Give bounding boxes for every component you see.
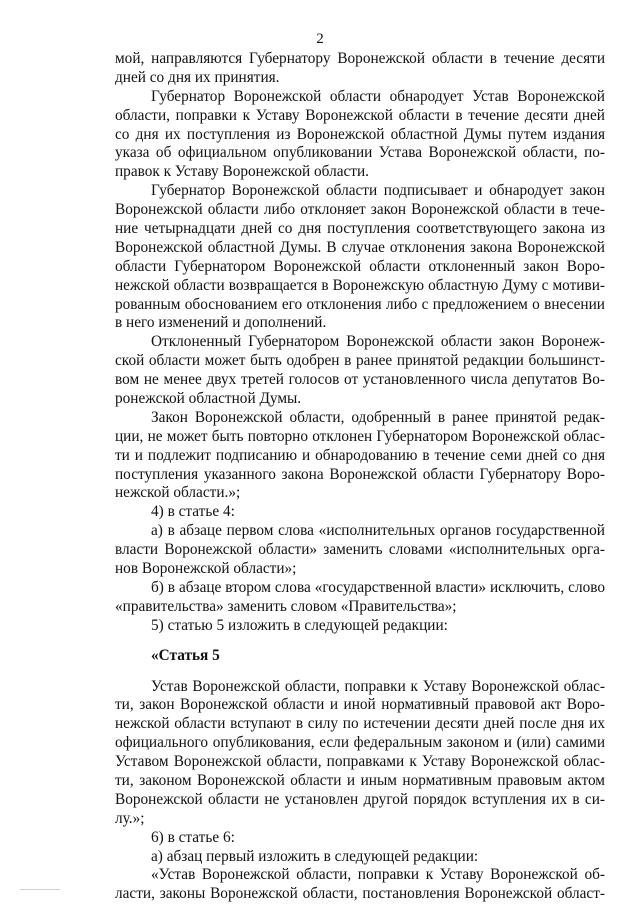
text-line: области, поправки к Уставу Воронежской области в течение десяти дней xyxy=(115,106,605,124)
text-line: Уставом Воронежской области, поправками к Уставу Воронежской облас- xyxy=(115,753,605,771)
text-line: 4) в статье 4: xyxy=(151,503,235,521)
text-line: нежской области.»; xyxy=(115,484,241,502)
text-line: нежской области вступают в силу по истечении десяти дней после дня их xyxy=(115,715,605,733)
text-line: лу.»; xyxy=(115,809,145,827)
text-line: Губернатор Воронежской области обнародует Устав Воронежской xyxy=(151,87,605,105)
text-line: 5) статью 5 изложить в следующей редакции: xyxy=(151,616,448,634)
paragraph xyxy=(115,88,605,182)
text-line: ти, законом Воронежской области и иным нормативным правовым актом xyxy=(115,771,605,789)
paragraph xyxy=(115,866,605,904)
text-line: официального опубликования, если федеральным законом и (или) самими xyxy=(115,734,605,752)
text-line: рованным обоснованием его отклонения либо с предложением о внесении xyxy=(115,295,605,313)
text-line: ронежской областной Думы. xyxy=(115,390,302,408)
paragraph xyxy=(115,579,605,617)
text-line: Воронежской областной Думы. В случае отклонения закона Воронежской xyxy=(115,238,605,256)
text-line: области Губернатором Воронежской области отклоненный закон Воро- xyxy=(115,257,605,275)
paragraph xyxy=(115,503,605,522)
text-line: власти Воронежской области» заменить словами «исполнительных орга- xyxy=(115,541,605,559)
text-line: вом не менее двух третей голосов от установленного числа депутатов Во- xyxy=(115,371,605,389)
paragraph xyxy=(115,333,605,409)
text-line: мой, направляются Губернатору Воронежской области в течение десяти xyxy=(115,50,605,67)
text-line: дней со дня их принятия. xyxy=(115,68,280,86)
paragraph xyxy=(115,522,605,579)
text-line: ние четырнадцати дней со дня поступления соответствующего закона из xyxy=(115,220,605,238)
text-line: указа об официальном опубликовании Устава Воронежской области, по- xyxy=(115,144,605,162)
text-line: «правительства» заменить словом «Правительства»; xyxy=(115,597,457,615)
paragraph xyxy=(115,848,605,867)
text-line: ти и подлежит подписанию и обнародованию в течение семи дней со дня xyxy=(115,446,605,464)
text-line: правок к Уставу Воронежской области. xyxy=(115,163,369,181)
text-line: ской области может быть одобрен в ранее принятой редакции большинст- xyxy=(115,352,605,370)
paragraph xyxy=(115,678,605,829)
text-line: б) в абзаце втором слова «государственной власти» исключить, слово xyxy=(151,578,605,596)
text-line: поступления указанного закона Воронежской области Губернатору Воро- xyxy=(115,465,605,483)
text-line: ти, закон Воронежской области и иной нормативный правовой акт Воро- xyxy=(115,696,605,714)
text-line: а) в абзаце первом слова «исполнительных органов государственной xyxy=(151,522,605,540)
paragraph xyxy=(115,50,605,88)
text-line: Устав Воронежской области, поправки к Уставу Воронежской облас- xyxy=(151,677,605,695)
text-line: Воронежской области не установлен другой порядок вступления их в си- xyxy=(115,790,605,808)
text-line: в него изменений и дополнений. xyxy=(115,314,327,332)
text-line: Отклоненный Губернатором Воронежской области закон Воронеж- xyxy=(151,333,605,351)
text-line: Губернатор Воронежской области подписывает и обнародует закон xyxy=(151,182,605,200)
text-line: ции, не может быть повторно отклонен Губернатором Воронежской облас- xyxy=(115,427,605,445)
text-line: «Устав Воронежской области, поправки к Уставу Воронежской об- xyxy=(151,866,605,884)
document-body xyxy=(115,50,605,904)
text-line: ласти, законы Воронежской области, постановления Воронежской област- xyxy=(115,885,605,903)
text-line: нежской области возвращается в Воронежскую областную Думу с мотиви- xyxy=(115,276,605,294)
text-line: Воронежской области либо отклоняет закон Воронежской области в тече- xyxy=(115,201,605,219)
text-line: 6) в статье 6: xyxy=(151,828,235,846)
scan-edge-mark xyxy=(20,889,60,890)
article-heading: «Статья 5 xyxy=(151,646,220,664)
page-number: 2 xyxy=(316,31,324,47)
paragraph xyxy=(115,617,605,636)
text-line: нов Воронежской области»; xyxy=(115,560,297,578)
text-line: а) абзац первый изложить в следующей редакции: xyxy=(151,847,479,865)
paragraph xyxy=(115,182,605,333)
paragraph xyxy=(115,829,605,848)
text-line: Закон Воронежской области, одобренный в ранее принятой редак- xyxy=(151,408,605,426)
text-line: со дня их поступления из Воронежской областной Думы путем издания xyxy=(115,125,605,143)
paragraph xyxy=(115,409,605,503)
